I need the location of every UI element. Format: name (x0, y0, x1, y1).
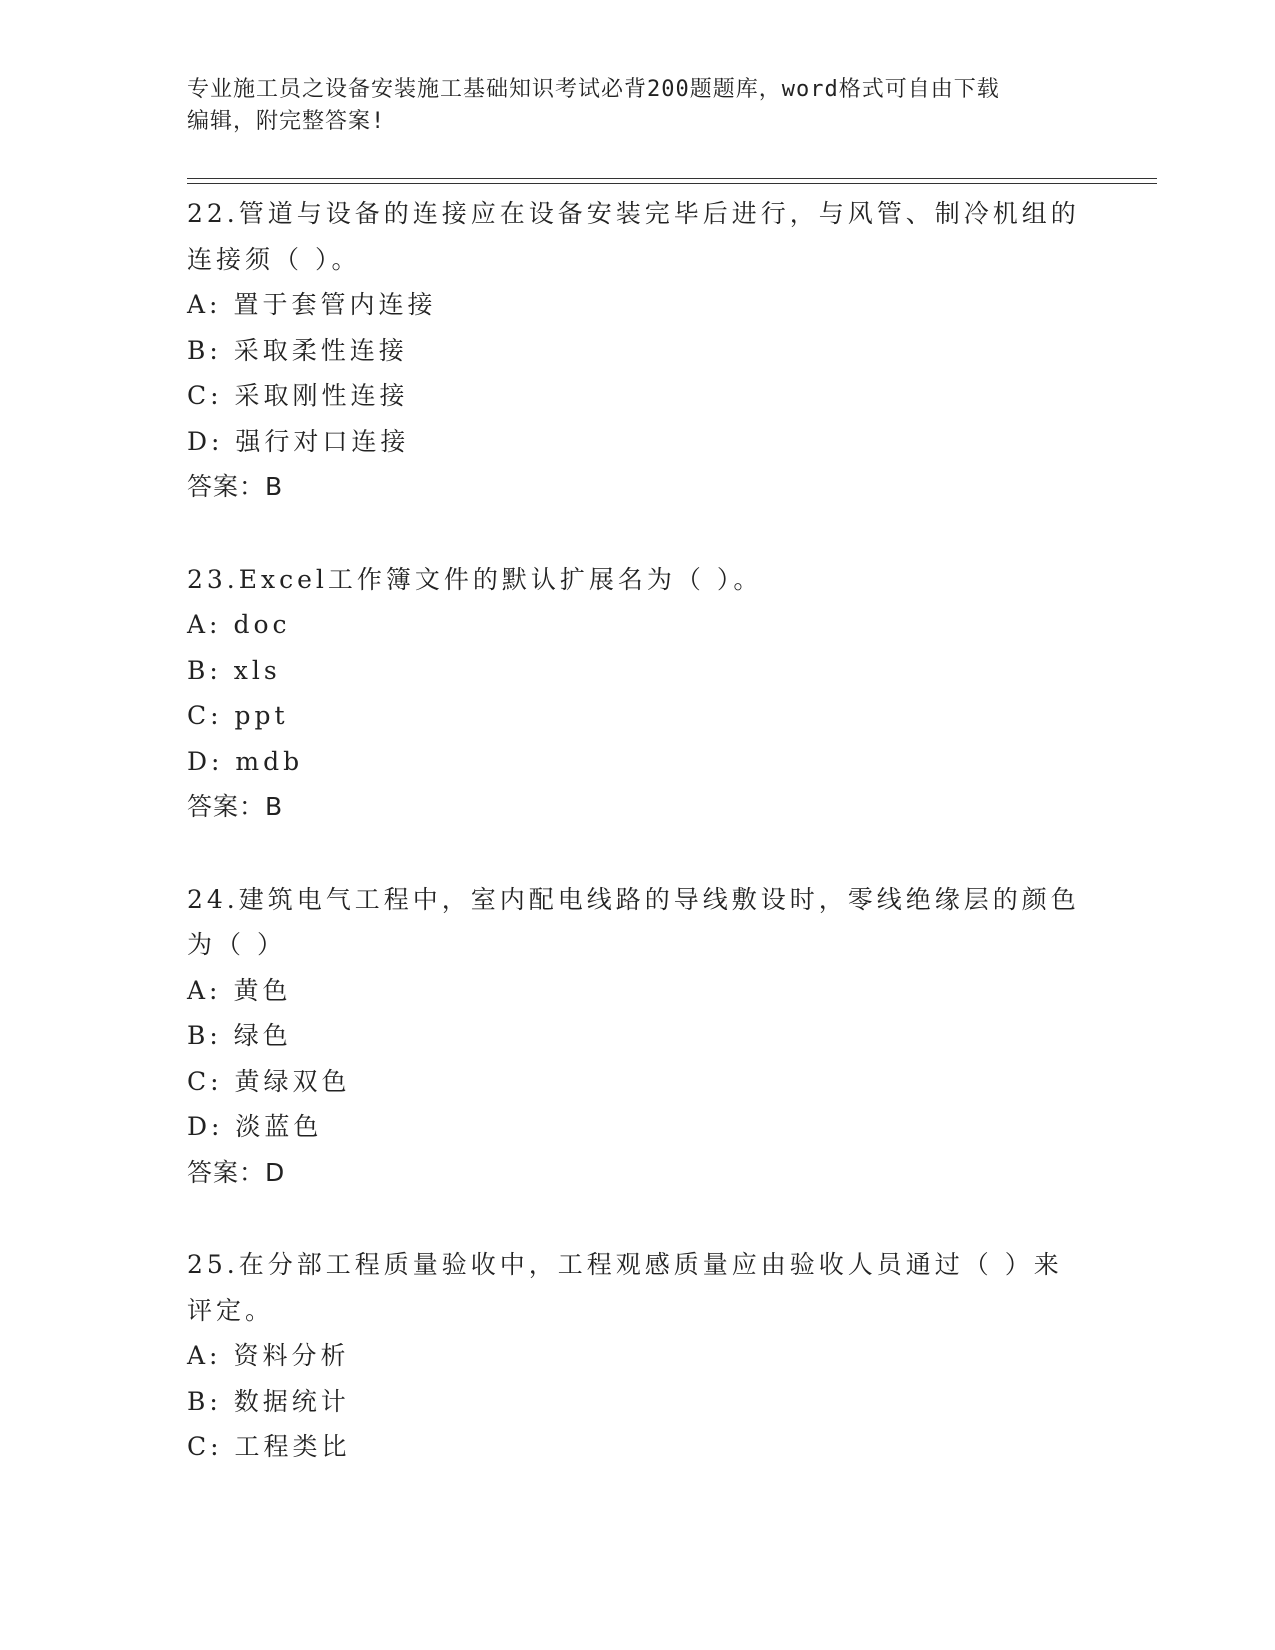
option-letter: D: (187, 1112, 224, 1141)
option-a (187, 602, 1087, 648)
option-b (187, 1379, 1087, 1425)
option-letter: D: (187, 426, 224, 456)
option-b (187, 328, 1087, 374)
option-text: 强行对口连接 (235, 426, 410, 456)
option-text: 资料分析 (233, 1341, 350, 1370)
option-text: 采取刚性连接 (234, 381, 409, 410)
option-text: 工程类比 (234, 1432, 351, 1461)
question-stem-line: 22.管道与设备的连接应在设备安装完毕后进行，与风管、制冷机组的 (187, 199, 1080, 228)
option-d (187, 739, 1087, 785)
option-a (187, 1333, 1087, 1379)
option-text: 黄绿双色 (234, 1066, 351, 1096)
question-list (187, 191, 1087, 1517)
option-text: 淡蓝色 (235, 1112, 323, 1141)
option-text: 置于套管内连接 (233, 290, 437, 319)
option-text: 采取柔性连接 (233, 335, 408, 365)
option-letter: B: (187, 655, 222, 685)
option-letter: B: (187, 1386, 222, 1416)
option-a (187, 282, 1087, 328)
question-stem-line: 为（ ） (187, 930, 286, 959)
option-letter: A: (187, 610, 222, 639)
option-letter: C: (187, 1066, 223, 1096)
question-23 (187, 557, 1087, 830)
option-letter: A: (187, 975, 222, 1005)
option-text: mdb (235, 746, 304, 776)
option-letter: B: (187, 1021, 222, 1050)
option-letter: C: (187, 381, 223, 410)
question-22 (187, 191, 1087, 510)
question-stem-line: 连接须（ ）。 (187, 244, 361, 274)
option-c (187, 1059, 1087, 1105)
option-letter: B: (187, 335, 222, 365)
option-d (187, 1104, 1087, 1150)
question-stem-line: 24.建筑电气工程中，室内配电线路的导线敷设时，零线绝缘层的颜色 (187, 884, 1080, 914)
option-text: 绿色 (233, 1021, 292, 1050)
answer-line: 答案：B (187, 792, 284, 821)
option-d (187, 419, 1087, 465)
header-title-line-1: 专业施工员之设备安装施工基础知识考试必背200题题库，word格式可自由下载 (187, 77, 1000, 102)
option-b (187, 648, 1087, 694)
option-a (187, 968, 1087, 1014)
question-stem-line: 评定。 (187, 1295, 275, 1325)
question-24 (187, 877, 1087, 1196)
document-header (187, 74, 1087, 138)
answer-line: 答案：B (187, 472, 284, 501)
question-25 (187, 1242, 1087, 1470)
answer-line: 答案：D (187, 1157, 286, 1187)
option-text: xls (233, 655, 281, 685)
option-letter: C: (187, 701, 223, 730)
option-letter: A: (187, 1341, 222, 1370)
option-c (187, 373, 1087, 419)
header-divider-top (187, 178, 1157, 179)
option-letter: A: (187, 290, 222, 319)
header-title-line-2: 编辑，附完整答案! (187, 109, 386, 134)
header-divider-bottom (187, 183, 1157, 184)
question-stem-line: 23.Excel工作簿文件的默认扩展名为（ ）。 (187, 564, 763, 594)
option-text: 黄色 (233, 975, 292, 1005)
option-b (187, 1013, 1087, 1059)
option-c (187, 1424, 1087, 1470)
option-text: ppt (234, 701, 289, 730)
option-text: doc (233, 610, 291, 639)
option-text: 数据统计 (233, 1386, 350, 1416)
option-letter: D: (187, 746, 224, 776)
question-stem-line: 25.在分部工程质量验收中，工程观感质量应由验收人员通过（ ）来 (187, 1250, 1063, 1279)
option-letter: C: (187, 1432, 223, 1461)
option-c (187, 693, 1087, 739)
